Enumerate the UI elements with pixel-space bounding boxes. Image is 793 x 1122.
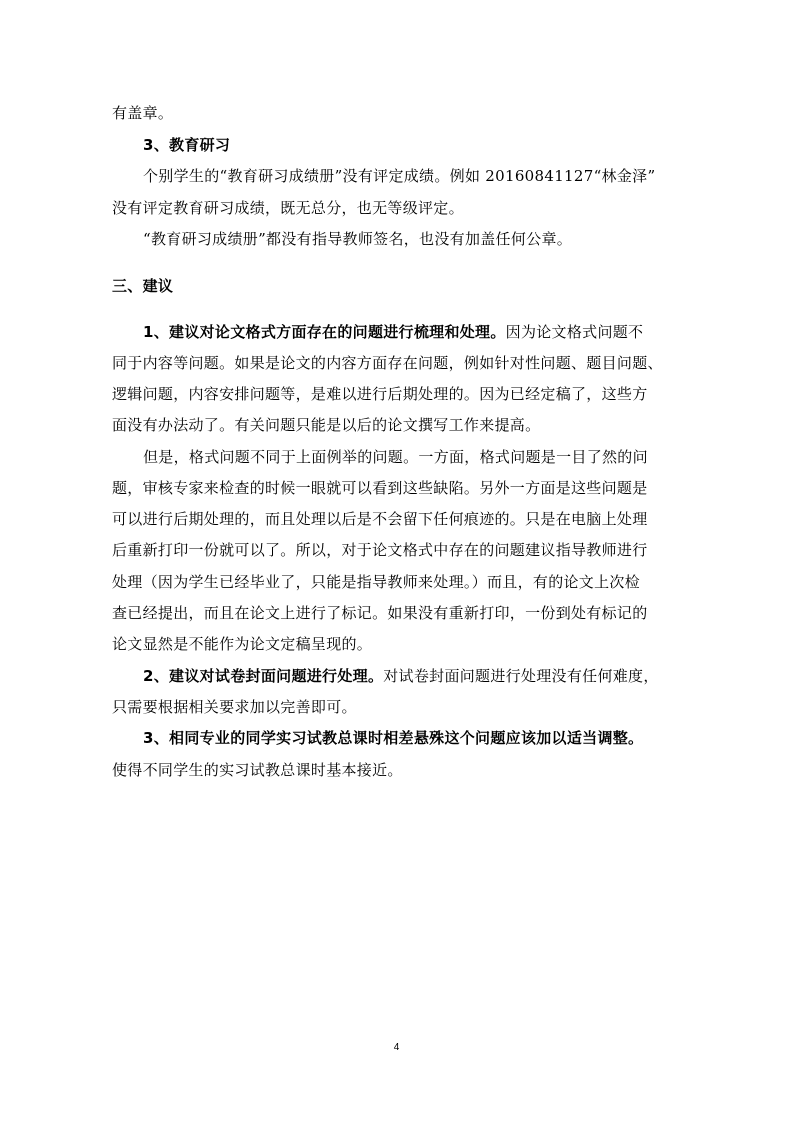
suggestion-2-lead: 2、建议对试卷封面问题进行处理。 [143,667,384,685]
paragraph-1-first-line [143,322,643,342]
text-line: 个别学生的“教育研习成绩册”没有评定成绩。例如 20160841127“林金泽” [143,167,656,185]
suggestion-3-lead: 3、相同专业的同学实习试教总课时相差悬殊这个问题应该加以适当调整。 [143,729,644,747]
text-line: 同于内容等问题。如果是论文的内容方面存在问题，例如针对性问题、题目问题、 [112,354,663,372]
paragraph-2-first-line [143,666,659,686]
text-line: 只需要根据相关要求加以完善即可。 [112,698,357,716]
text-line: 题，审核专家来检查的时候一眼就可以看到这些缺陷。另外一方面是这些问题是 [112,479,648,497]
text-line: 没有评定教育研习成绩，既无总分，也无等级评定。 [112,199,464,217]
suggestion-1-lead: 1、建议对论文格式方面存在的问题进行梳理和处理。 [143,323,506,341]
suggestion-2-text: 对试卷封面问题进行处理没有任何难度， [383,667,659,685]
text-line: “教育研习成绩册”都没有指导教师签名，也没有加盖任何公章。 [143,230,573,248]
subheading-education-research: 3、教育研习 [143,136,231,154]
text-line: 论文显然是不能作为论文定稿呈现的。 [112,635,373,653]
suggestion-1-text: 因为论文格式问题不 [505,323,644,341]
text-line: 可以进行后期处理的，而且处理以后是不会留下任何痕迹的。只是在电脑上处理 [112,510,648,528]
text-line: 查已经提出，而且在论文上进行了标记。如果没有重新打印，一份到处有标记的 [112,604,648,622]
text-line: 使得不同学生的实习试教总课时基本接近。 [112,761,403,779]
text-line: 逻辑问题，内容安排问题等，是难以进行后期处理的。因为已经定稿了，这些方 [112,385,648,403]
text-line: 面没有办法动了。有关问题只能是以后的论文撰写工作来提高。 [112,416,541,434]
text-line: 但是，格式问题不同于上面例举的问题。一方面，格式问题是一目了然的问 [143,448,648,466]
text-line: 处理（因为学生已经毕业了，只能是指导教师来处理。）而且，有的论文上次检 [112,573,641,591]
page-number: 4 [393,1042,400,1053]
text-line: 有盖章。 [112,104,174,122]
section-heading-suggestions: 三、建议 [112,277,174,295]
text-line: 后重新打印一份就可以了。所以，对于论文格式中存在的问题建议指导教师进行 [112,541,648,559]
